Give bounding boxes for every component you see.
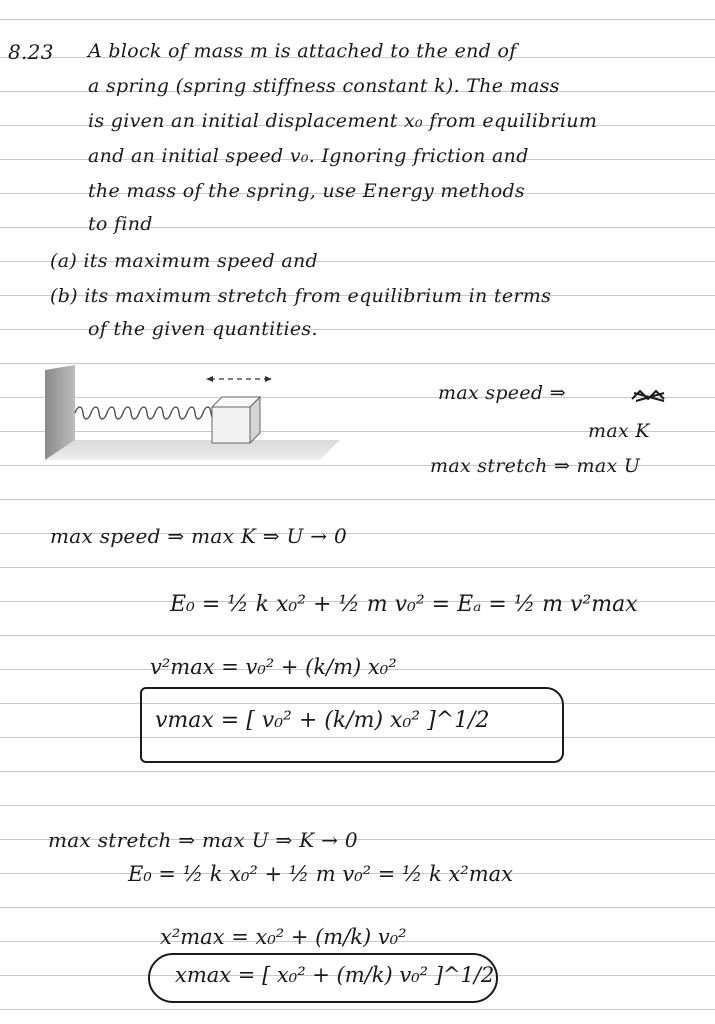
problem-line-2: a spring (spring stiffness constant k). The mass (88, 75, 560, 97)
problem-part-a: (a) its maximum speed and (50, 250, 318, 272)
spring-coil (75, 407, 224, 419)
solution-b-heading: max stretch ⇒ max U ⇒ K → 0 (48, 828, 358, 852)
block-front (212, 407, 250, 443)
solution-b-xmax-squared: x²max = x₀² + (m/k) v₀² (160, 925, 407, 949)
answer-b-xmax: xmax = [ x₀² + (m/k) v₀² ]^1/2 (175, 963, 495, 987)
spring-block-diagram (40, 365, 340, 465)
floor-shape (45, 440, 340, 460)
motion-arrow-right-head (265, 376, 272, 382)
problem-part-b: (b) its maximum stretch from equilibrium in terms (50, 285, 552, 307)
scribble-mark (630, 385, 670, 407)
solution-a-heading: max speed ⇒ max K ⇒ U → 0 (50, 524, 348, 548)
motion-arrow-left-head (206, 376, 213, 382)
solution-a-vmax-squared: v²max = v₀² + (k/m) x₀² (150, 655, 397, 679)
problem-line-3: is given an initial displacement x₀ from equilibrium (88, 110, 598, 132)
solution-a-energy-eq: E₀ = ½ k x₀² + ½ m v₀² = Eₐ = ½ m v²max (170, 592, 638, 617)
problem-line-4: and an initial speed v₀. Ignoring friction and (88, 145, 529, 167)
problem-part-b-cont: of the given quantities. (88, 318, 318, 340)
problem-line-6: to find (88, 213, 153, 235)
note-max-stretch: max stretch ⇒ max U (430, 455, 641, 477)
note-max-k: max K (588, 420, 650, 442)
solution-b-energy-eq: E₀ = ½ k x₀² + ½ m v₀² = ½ k x²max (128, 862, 513, 886)
answer-a-vmax: vmax = [ v₀² + (k/m) x₀² ]^1/2 (155, 708, 490, 733)
problem-number: 8.23 (8, 40, 54, 64)
note-max-speed: max speed ⇒ (438, 382, 566, 404)
problem-line-1: A block of mass m is attached to the end of (88, 40, 517, 62)
problem-line-5: the mass of the spring, use Energy methods (88, 180, 525, 202)
